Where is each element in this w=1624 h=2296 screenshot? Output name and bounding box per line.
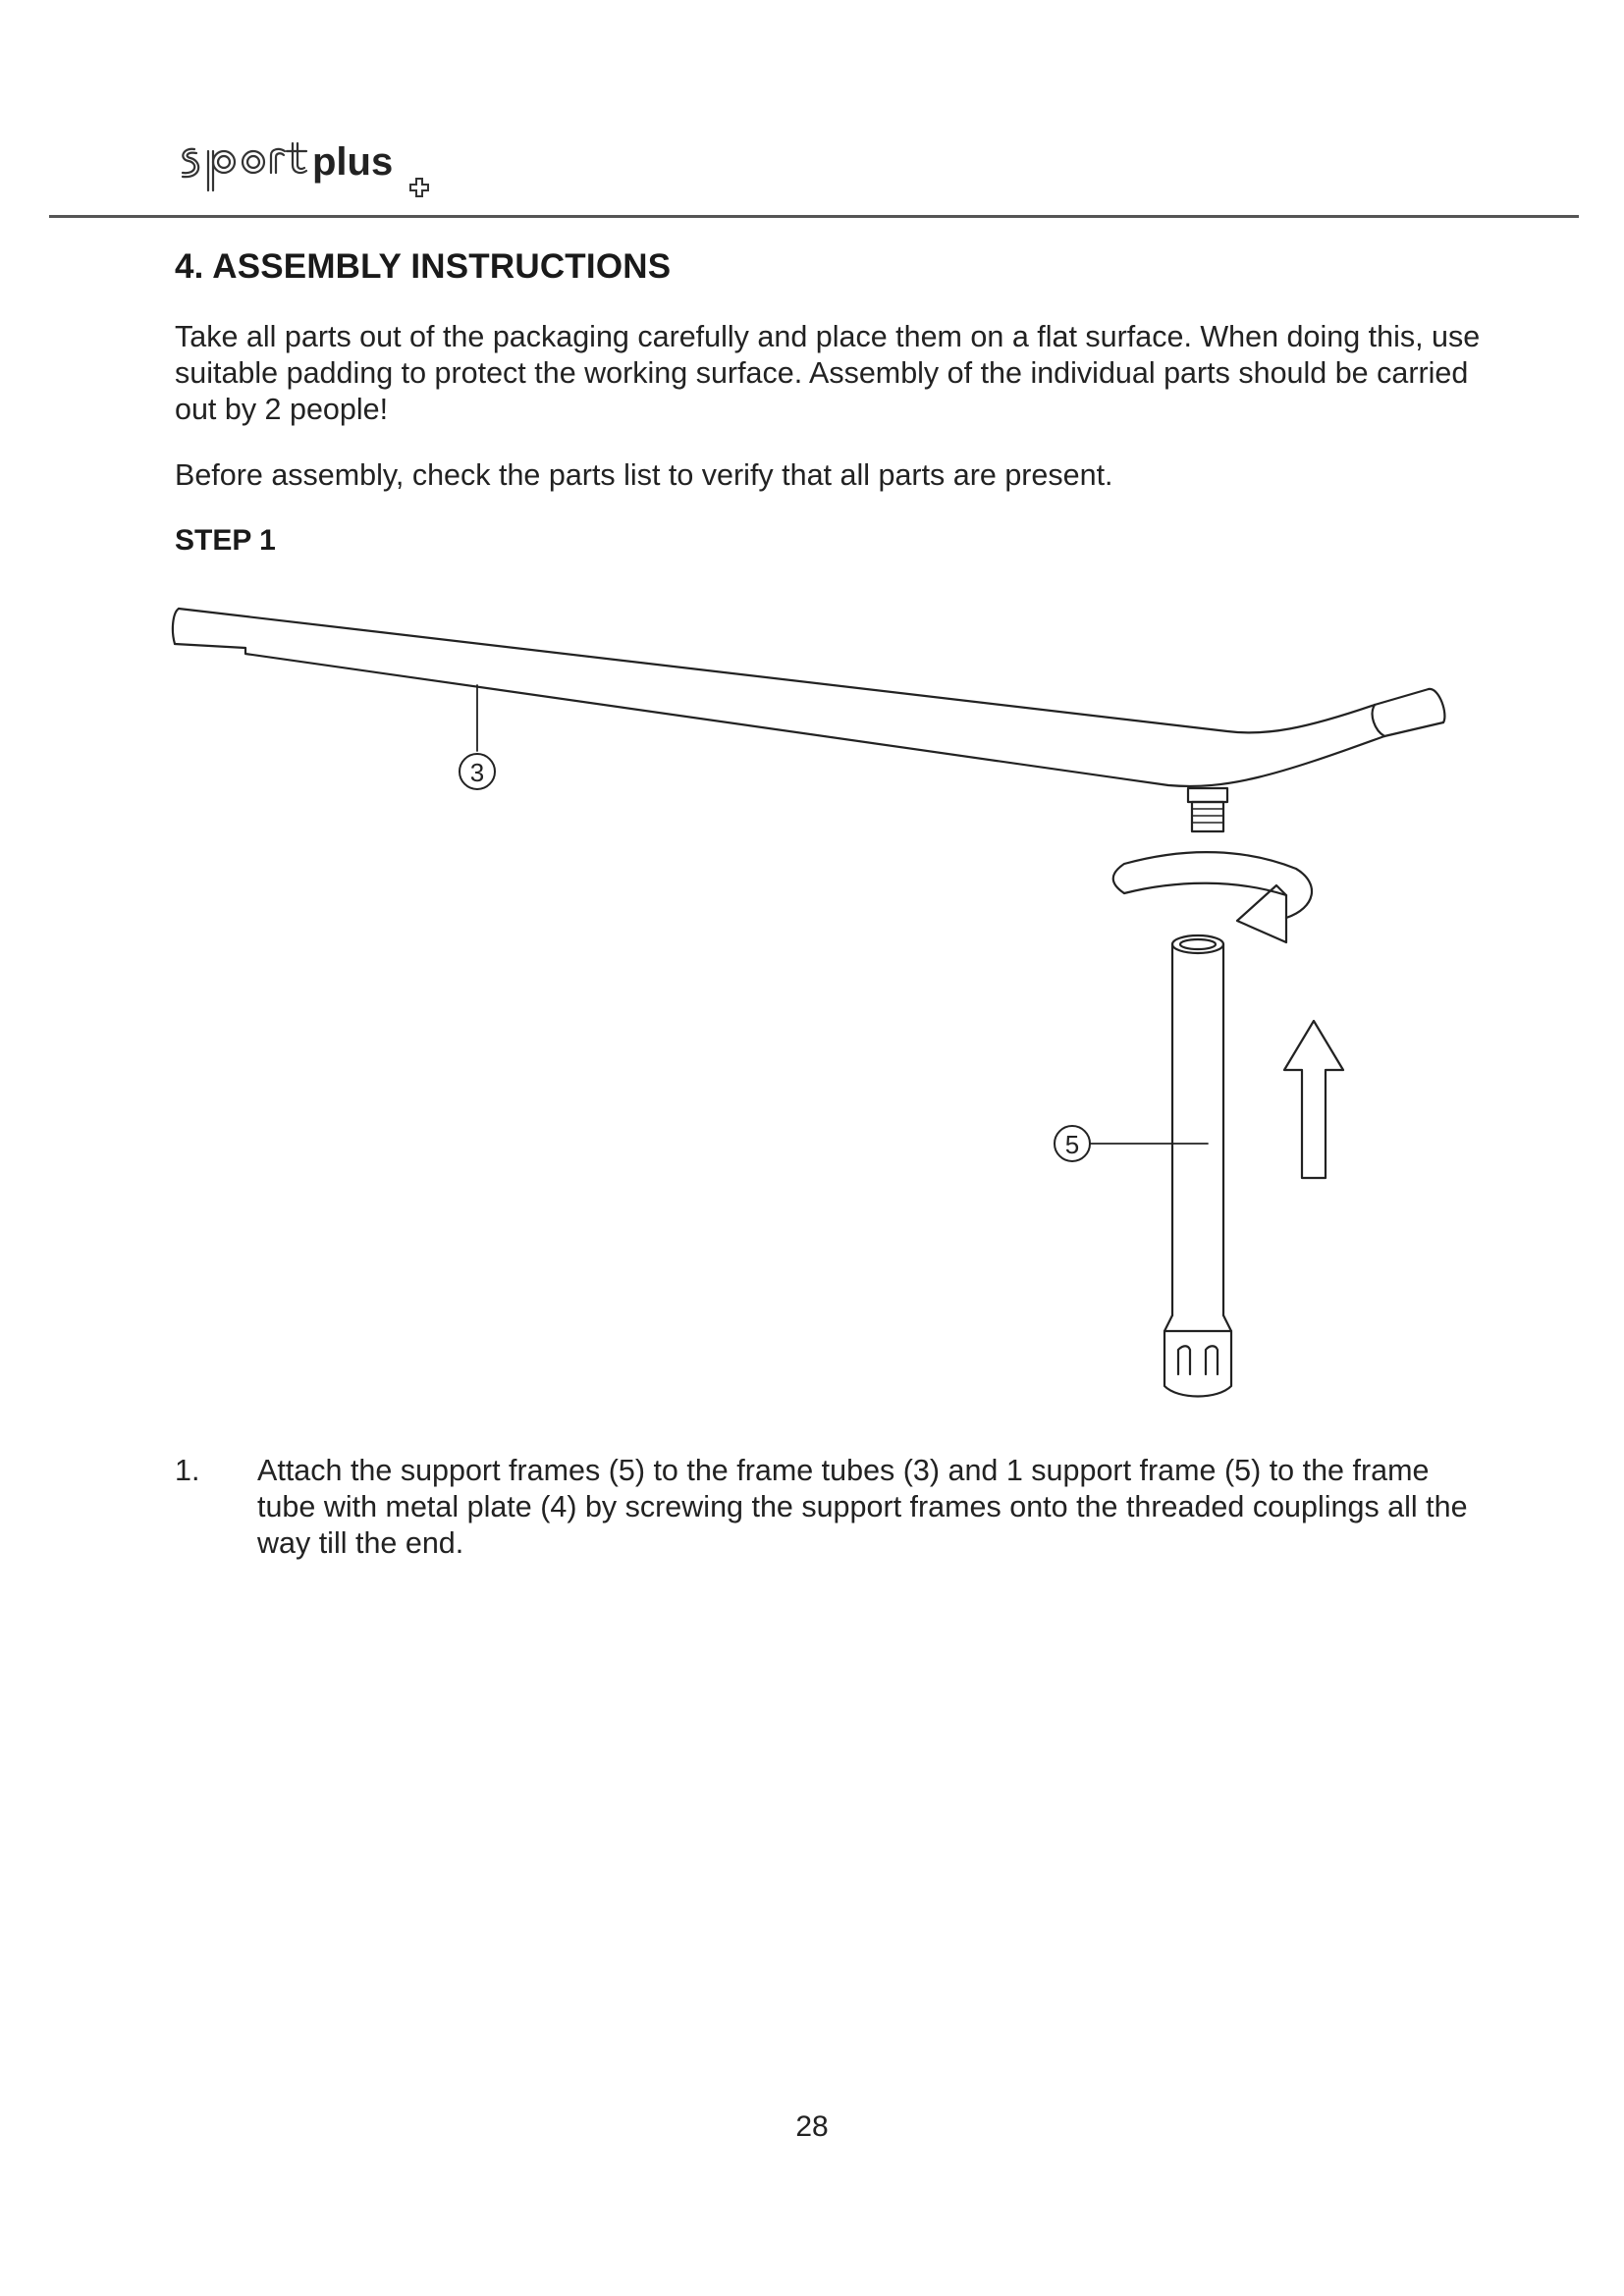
- logo-graphic: [173, 137, 467, 206]
- instruction-number: 1.: [175, 1454, 200, 1487]
- sportplus-logo: [173, 137, 467, 206]
- svg-text:plus: plus: [312, 140, 394, 184]
- header-divider: [49, 215, 1579, 218]
- upward-arrow: [1284, 1021, 1343, 1178]
- callout-3: 3: [469, 758, 485, 787]
- assembly-diagram: [167, 589, 1473, 1414]
- section-title: 4. ASSEMBLY INSTRUCTIONS: [175, 247, 672, 286]
- instruction-text: Attach the support frames (5) to the frame tubes (3) and 1 support frame (5) to the frame tube with metal plate (4) by screwing the support frames onto the threaded couplings all the way till the end.: [257, 1454, 1468, 1560]
- callout-5: 5: [1064, 1130, 1080, 1159]
- rotation-arrow: [1113, 852, 1312, 942]
- support-frame-part-5: [1164, 935, 1231, 1397]
- frame-tube-part-3: [173, 609, 1444, 786]
- step-label: STEP 1: [175, 524, 276, 557]
- threaded-coupling: [1188, 788, 1227, 831]
- page-number: 28: [795, 2110, 829, 2143]
- intro-paragraph: Take all parts out of the packaging carefully and place them on a flat surface. When doing this, use suitable padding to protect the working surface. Assembly of the individual parts should be carried out by 2 people!: [175, 320, 1481, 426]
- assembly-diagram-svg: [167, 589, 1473, 1414]
- parts-check-paragraph: Before assembly, check the parts list to verify that all parts are present.: [175, 458, 1113, 492]
